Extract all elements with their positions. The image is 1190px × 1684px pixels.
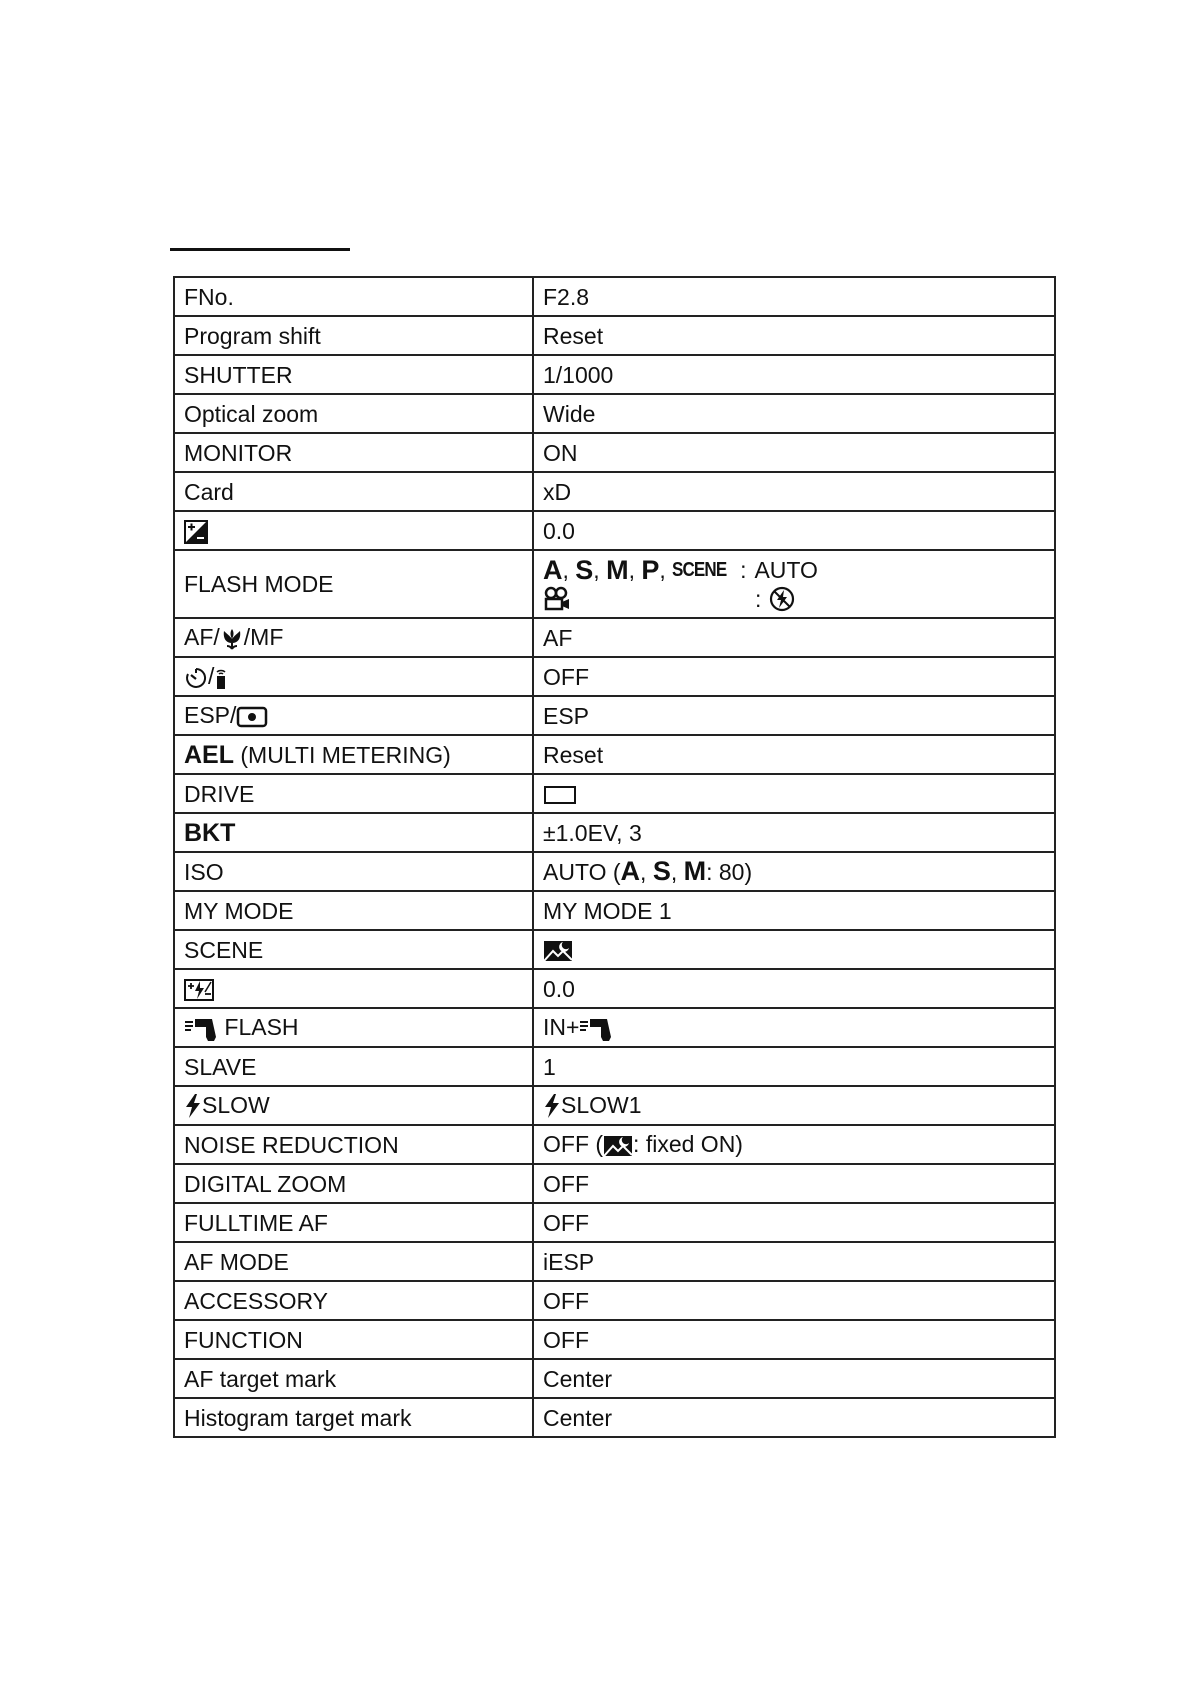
ael-label: AEL	[184, 740, 234, 769]
setting-label: AF MODE	[174, 1242, 533, 1281]
separator: ,	[670, 859, 678, 885]
mode-s: S	[575, 554, 594, 585]
setting-value: MY MODE 1	[533, 891, 1055, 930]
separator: /	[208, 663, 215, 690]
mode-a: A	[620, 856, 641, 886]
setting-label: FLASH MODE	[174, 550, 533, 618]
table-row	[174, 618, 1055, 657]
setting-label: FNo.	[174, 277, 533, 316]
setting-label: Histogram target mark	[174, 1398, 533, 1437]
table-row	[174, 657, 1055, 696]
section-heading-underline	[170, 248, 350, 251]
table-row	[174, 1125, 1055, 1164]
table-row	[174, 1164, 1055, 1203]
table-row	[174, 696, 1055, 735]
setting-value	[533, 1086, 1055, 1125]
setting-label: SCENE	[174, 930, 533, 969]
setting-value: iESP	[533, 1242, 1055, 1281]
setting-value: 1/1000	[533, 355, 1055, 394]
separator: ,	[562, 556, 569, 583]
table-row	[174, 891, 1055, 930]
setting-value: xD	[533, 472, 1055, 511]
colon: :	[755, 585, 762, 612]
table-row	[174, 394, 1055, 433]
setting-value	[533, 930, 1055, 969]
setting-label	[174, 657, 533, 696]
table-row	[174, 1359, 1055, 1398]
table-row	[174, 433, 1055, 472]
setting-value: Center	[533, 1359, 1055, 1398]
table-row	[174, 1242, 1055, 1281]
table-row	[174, 930, 1055, 969]
flash-auto-value: AUTO	[754, 556, 818, 583]
flash-compensation-icon	[184, 978, 214, 1002]
setting-value: OFF	[533, 1164, 1055, 1203]
mode-s: S	[652, 856, 671, 886]
setting-value: Reset	[533, 316, 1055, 355]
mode-p: P	[641, 554, 660, 585]
table-row	[174, 1047, 1055, 1086]
nr-suffix: : fixed ON)	[633, 1131, 743, 1158]
default-settings-table	[173, 276, 1056, 1438]
setting-value: ON	[533, 433, 1055, 472]
separator: ,	[640, 859, 647, 885]
setting-value	[533, 550, 1055, 618]
setting-label: AF target mark	[174, 1359, 533, 1398]
setting-value: 1	[533, 1047, 1055, 1086]
external-flash-icon	[579, 1017, 613, 1041]
table-row	[174, 511, 1055, 550]
remote-control-icon	[214, 666, 228, 690]
setting-label	[174, 735, 533, 774]
setting-label: MONITOR	[174, 433, 533, 472]
setting-value: ±1.0EV, 3	[533, 813, 1055, 852]
table-row	[174, 550, 1055, 618]
flash-mode-line-1	[543, 555, 1054, 584]
setting-label: Card	[174, 472, 533, 511]
setting-label	[174, 618, 533, 657]
table-row	[174, 472, 1055, 511]
flash-off-icon	[769, 586, 795, 612]
table-row	[174, 1281, 1055, 1320]
setting-value: AF	[533, 618, 1055, 657]
setting-label: ACCESSORY	[174, 1281, 533, 1320]
setting-label: NOISE REDUCTION	[174, 1125, 533, 1164]
setting-value: Center	[533, 1398, 1055, 1437]
iso-prefix: AUTO (	[543, 859, 621, 885]
table-row	[174, 1320, 1055, 1359]
setting-label: DRIVE	[174, 774, 533, 813]
slow-value: SLOW1	[561, 1091, 642, 1118]
setting-value: OFF	[533, 657, 1055, 696]
setting-label: ISO	[174, 852, 533, 891]
table-row	[174, 813, 1055, 852]
iso-suffix: : 80)	[706, 859, 753, 885]
mode-m: M	[683, 856, 707, 886]
setting-value	[533, 774, 1055, 813]
mode-a: A	[543, 554, 563, 585]
flash-label: FLASH	[224, 1014, 299, 1041]
table-row	[174, 735, 1055, 774]
table-row	[174, 852, 1055, 891]
setting-value: ESP	[533, 696, 1055, 735]
separator: ,	[593, 556, 600, 583]
table-row	[174, 316, 1055, 355]
setting-value: Wide	[533, 394, 1055, 433]
setting-label	[174, 1086, 533, 1125]
slow-sync-flash-icon	[543, 1093, 561, 1119]
setting-value: 0.0	[533, 969, 1055, 1008]
esp-label: ESP/	[184, 702, 237, 729]
night-scene-icon	[543, 939, 573, 963]
setting-value: OFF	[533, 1203, 1055, 1242]
setting-value: F2.8	[533, 277, 1055, 316]
movie-icon	[543, 586, 573, 612]
setting-value	[533, 1125, 1055, 1164]
table-row	[174, 355, 1055, 394]
table-row	[174, 1203, 1055, 1242]
separator: ,	[628, 556, 635, 583]
single-frame-icon	[543, 784, 577, 806]
setting-value	[533, 852, 1055, 891]
setting-value: OFF	[533, 1281, 1055, 1320]
af-label: AF/	[184, 624, 220, 651]
table-row	[174, 1008, 1055, 1047]
external-flash-icon	[184, 1017, 218, 1041]
setting-label: SHUTTER	[174, 355, 533, 394]
colon: :	[740, 556, 747, 583]
setting-value: OFF	[533, 1320, 1055, 1359]
slow-sync-flash-icon	[184, 1093, 202, 1119]
mode-m: M	[606, 554, 629, 585]
setting-label: MY MODE	[174, 891, 533, 930]
flash-mode-line-2	[543, 584, 1054, 613]
setting-label: SLAVE	[174, 1047, 533, 1086]
macro-flower-icon	[220, 627, 244, 651]
night-scene-icon	[603, 1134, 633, 1158]
setting-value	[533, 1008, 1055, 1047]
exposure-compensation-icon	[184, 520, 208, 544]
setting-label	[174, 969, 533, 1008]
setting-label	[174, 1008, 533, 1047]
slow-label: SLOW	[202, 1091, 270, 1118]
separator: ,	[659, 556, 666, 583]
table-row	[174, 969, 1055, 1008]
table-row	[174, 277, 1055, 316]
setting-label	[174, 813, 533, 852]
table-row	[174, 1086, 1055, 1125]
setting-value: 0.0	[533, 511, 1055, 550]
scene-mode-word: SCENE	[672, 558, 727, 581]
nr-prefix: OFF (	[543, 1131, 604, 1158]
setting-label: Program shift	[174, 316, 533, 355]
setting-label: Optical zoom	[174, 394, 533, 433]
mf-label: /MF	[243, 624, 284, 651]
table-row	[174, 774, 1055, 813]
setting-label: FUNCTION	[174, 1320, 533, 1359]
setting-label: FULLTIME AF	[174, 1203, 533, 1242]
setting-value: Reset	[533, 735, 1055, 774]
setting-label: DIGITAL ZOOM	[174, 1164, 533, 1203]
ael-note: (MULTI METERING)	[240, 741, 451, 768]
setting-label	[174, 696, 533, 735]
setting-label	[174, 511, 533, 550]
ext-flash-prefix: IN+	[543, 1014, 580, 1041]
bkt-label: BKT	[184, 818, 236, 847]
self-timer-icon	[184, 666, 208, 690]
table-row	[174, 1398, 1055, 1437]
spot-metering-icon	[236, 705, 268, 729]
